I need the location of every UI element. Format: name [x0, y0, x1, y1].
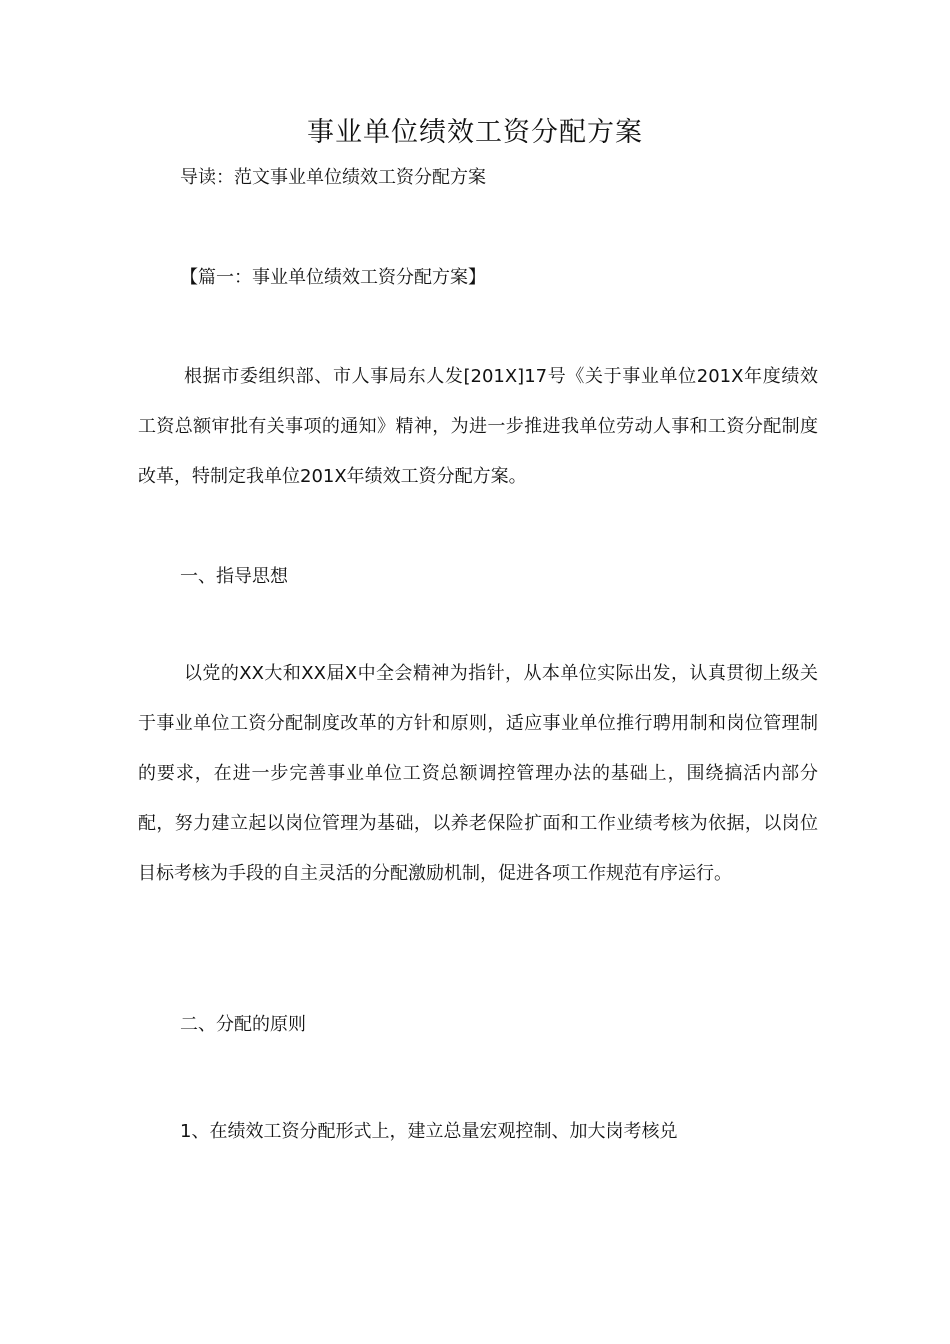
list-item-1: 1、在绩效工资分配形式上，建立总量宏观控制、加大岗考核兑	[180, 1121, 678, 1142]
paragraph-guiding-ideology: 以党的XX大和XX届X中全会精神为指针，从本单位实际出发，认真贯彻上级关于事业单位工资分配制度改革的方针和原则，适应事业单位推行聘用制和岗位管理制的要求，在进一步完善事业单位工资总额调控管理办法的基础上，围绕搞活内部分配，努力建立起以岗位管理为基础，以养老保险扩面和工作业绩考核为依据，以岗位目标考核为手段的自主灵活的分配激励机制，促进各项工作规范有序运行。	[138, 663, 818, 884]
section-header: 【篇一：事业单位绩效工资分配方案】	[180, 267, 486, 288]
paragraph-intro: 根据市委组织部、市人事局东人发[201X]17号《关于事业单位201X年度绩效工资总额审批有关事项的通知》精神，为进一步推进我单位劳动人事和工资分配制度改革，特制定我单位201X年绩效工资分配方案。	[138, 366, 818, 487]
document-title: 事业单位绩效工资分配方案	[307, 117, 643, 148]
heading-distribution-principles: 二、分配的原则	[180, 1014, 306, 1035]
heading-guiding-ideology: 一、指导思想	[180, 566, 288, 587]
intro-line: 导读：范文事业单位绩效工资分配方案	[180, 167, 486, 188]
